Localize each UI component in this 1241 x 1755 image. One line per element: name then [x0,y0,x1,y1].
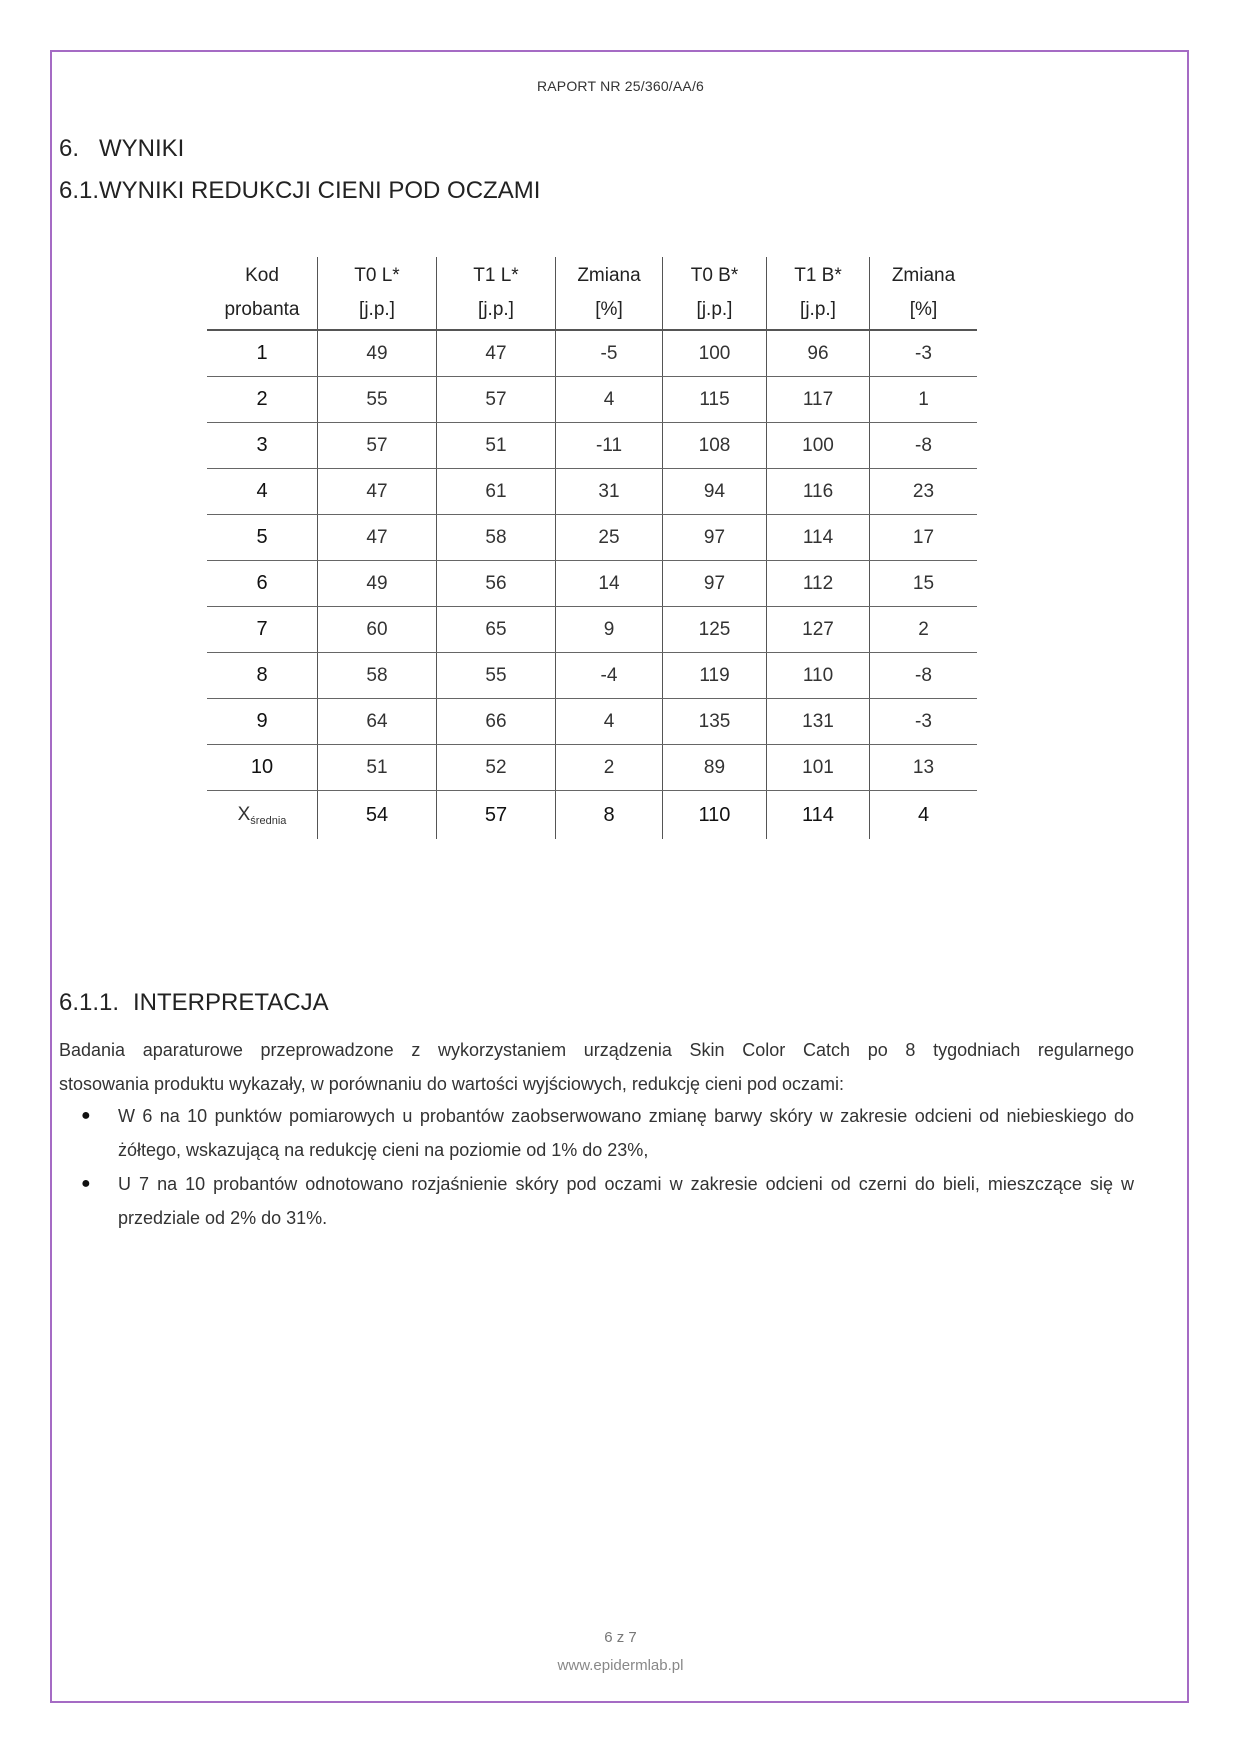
value-cell: 131 [767,699,870,745]
value-cell: 56 [437,561,556,607]
value-cell: 119 [663,653,767,699]
value-cell: -3 [870,699,978,745]
mean-value-cell: 114 [767,791,870,840]
value-cell: 116 [767,469,870,515]
footer-url[interactable]: www.epidermlab.pl [557,1657,684,1674]
value-cell: 66 [437,699,556,745]
column-header-line1: Zmiana [891,265,956,286]
results-table [207,257,977,839]
mean-subscript: średnia [250,814,287,827]
section-title: WYNIKI [99,135,185,162]
subject-code-cell: 10 [207,745,318,791]
interpretation-heading [59,989,329,1017]
subject-code-cell: 9 [207,699,318,745]
value-cell: 47 [318,515,437,561]
column-header-line2: probanta [224,299,300,320]
value-cell: 31 [556,469,663,515]
column-header [556,257,663,330]
value-cell: 25 [556,515,663,561]
report-number-header: RAPORT NR 25/360/AA/6 [536,78,705,94]
column-header [663,257,767,330]
value-cell: 4 [556,377,663,423]
value-cell: 47 [437,330,556,377]
table-row [207,330,977,377]
value-cell: 64 [318,699,437,745]
subject-code-cell: 5 [207,515,318,561]
value-cell: 13 [870,745,978,791]
column-header-line2: [j.p.] [800,299,836,320]
column-header-line1: T0 L* [354,265,400,286]
value-cell: 9 [556,607,663,653]
bullet-item [59,1167,1134,1235]
value-cell: 112 [767,561,870,607]
subsection-heading [59,177,540,205]
value-cell: 117 [767,377,870,423]
mean-value-cell: 57 [437,791,556,840]
value-cell: 58 [437,515,556,561]
table-row [207,377,977,423]
mean-value-cell: 54 [318,791,437,840]
mean-symbol: X [237,803,251,825]
mean-row [207,791,977,840]
subsection-number: 6.1. [59,177,100,204]
table-row [207,653,977,699]
intro-line-2: stosowania produktu wykazały, w porównaniu do wartości wyjściowych, redukcję cieni pod oczami: [59,1074,845,1094]
value-cell: 114 [767,515,870,561]
value-cell: -8 [870,423,978,469]
value-cell: 97 [663,515,767,561]
value-cell: 58 [318,653,437,699]
value-cell: 52 [437,745,556,791]
value-cell: -8 [870,653,978,699]
value-cell: 51 [318,745,437,791]
value-cell: 61 [437,469,556,515]
value-cell: 108 [663,423,767,469]
value-cell: 101 [767,745,870,791]
mean-value-cell: 4 [870,791,978,840]
value-cell: 49 [318,330,437,377]
value-cell: 49 [318,561,437,607]
value-cell: 23 [870,469,978,515]
column-header-line1: Zmiana [577,265,641,286]
mean-value-cell: 8 [556,791,663,840]
value-cell: -11 [556,423,663,469]
value-cell: 4 [556,699,663,745]
value-cell: 57 [437,377,556,423]
column-header-line2: [j.p.] [696,299,733,320]
bullet-item [59,1099,1134,1167]
column-header-line1: T1 B* [794,265,842,286]
value-cell: -4 [556,653,663,699]
section-number: 6. [59,135,80,162]
page-number: 6 z 7 [604,1629,637,1646]
bullet-icon: ● [81,1175,91,1192]
column-header [318,257,437,330]
mean-value-cell: 110 [663,791,767,840]
column-header-line1: Kod [245,265,279,286]
value-cell: 55 [437,653,556,699]
column-header-line1: T0 B* [690,265,739,286]
value-cell: 17 [870,515,978,561]
value-cell: 57 [318,423,437,469]
value-cell: 127 [767,607,870,653]
value-cell: 94 [663,469,767,515]
interpretation-bullets [59,1099,1134,1235]
value-cell: 89 [663,745,767,791]
column-header-line2: [j.p.] [359,299,395,320]
table-row [207,469,977,515]
column-header-line1: T1 L* [473,265,519,286]
value-cell: 51 [437,423,556,469]
bullet-icon: ● [81,1107,91,1124]
value-cell: 110 [767,653,870,699]
table-row [207,699,977,745]
bullet-text: U 7 na 10 probantów odnotowano rozjaśnienie skóry pod oczami w zakresie odcieni od czerni do bieli, mieszczące się w przedziale od 2% do 31%. [118,1174,1134,1228]
value-cell: 14 [556,561,663,607]
value-cell: 100 [663,330,767,377]
table-row [207,745,977,791]
column-header [207,257,318,330]
column-header [437,257,556,330]
column-header [870,257,978,330]
column-header-line2: [%] [909,299,938,320]
subject-code-cell: 3 [207,423,318,469]
subject-code-cell: 6 [207,561,318,607]
value-cell: 96 [767,330,870,377]
column-header-line2: [j.p.] [478,299,514,320]
table-row [207,423,977,469]
value-cell: 115 [663,377,767,423]
mean-label [207,791,318,840]
interpretation-number: 6.1.1. [59,989,120,1016]
subject-code-cell: 2 [207,377,318,423]
bullet-text: W 6 na 10 punktów pomiarowych u probantów zaobserwowano zmianę barwy skóry w zakresie odcieni od niebieskiego do żółtego, wskazującą na redukcję cieni na poziomie od 1% do 23%, [118,1106,1134,1160]
value-cell: 97 [663,561,767,607]
value-cell: 100 [767,423,870,469]
column-header-line2: [%] [595,299,623,320]
subject-code-cell: 4 [207,469,318,515]
table-header-row [207,257,977,330]
subsection-title: WYNIKI REDUKCJI CIENI POD OCZAMI [99,177,541,204]
value-cell: 60 [318,607,437,653]
value-cell: 1 [870,377,978,423]
interpretation-title: INTERPRETACJA [133,989,329,1016]
intro-line-1: Badania aparaturowe przeprowadzone z wykorzystaniem urządzenia Skin Color Catch po 8 tygodniach regularnego [59,1040,1134,1060]
value-cell: 15 [870,561,978,607]
value-cell: -3 [870,330,978,377]
value-cell: 55 [318,377,437,423]
column-header [767,257,870,330]
table-row [207,515,977,561]
value-cell: 135 [663,699,767,745]
subject-code-cell: 8 [207,653,318,699]
table-row [207,607,977,653]
value-cell: 2 [556,745,663,791]
value-cell: 65 [437,607,556,653]
table-row [207,561,977,607]
subject-code-cell: 7 [207,607,318,653]
value-cell: 2 [870,607,978,653]
interpretation-intro [59,1033,1134,1101]
value-cell: 125 [663,607,767,653]
value-cell: -5 [556,330,663,377]
value-cell: 47 [318,469,437,515]
subject-code-cell: 1 [207,330,318,377]
section-heading [59,135,184,163]
